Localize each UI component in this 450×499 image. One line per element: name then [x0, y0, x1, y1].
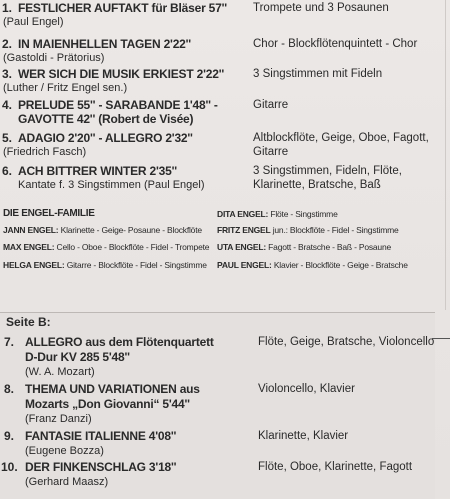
track-composer: (Gastoldi - Prätorius) — [3, 52, 105, 64]
family-member — [3, 242, 209, 252]
track-title-line2: Mozarts „Don Giovanni“ 5'44'' — [25, 397, 190, 411]
member-instruments: Flöte - Singstimme — [270, 209, 338, 219]
track-instruments: Flöte, Oboe, Klarinette, Fagott — [258, 461, 413, 473]
track-title: IN MAIENHELLEN TAGEN 2'22'' — [18, 37, 191, 51]
member-instruments: Klarinette - Geige- Posaune - Blockflöte — [60, 225, 202, 235]
divider-line — [432, 338, 450, 339]
track-composer: (Eugene Bozza) — [25, 445, 104, 457]
track-instruments-line2: Gitarre — [253, 146, 289, 158]
member-name: UTA ENGEL: — [217, 242, 266, 252]
track-title-line2: GAVOTTE 42'' (Robert de Visée) — [18, 112, 194, 126]
track-title: ALLEGRO aus dem Flötenquartett — [25, 335, 214, 349]
side-b-label: Seite B: — [6, 315, 51, 329]
track-number: 10. — [1, 460, 18, 474]
track-title: WER SICH DIE MUSIK ERKIEST 2'22'' — [18, 67, 224, 81]
family-member — [217, 242, 391, 252]
track-number: 4. — [2, 98, 13, 112]
track-instruments-line2: Klarinette, Bratsche, Baß — [253, 179, 381, 191]
family-heading: DIE ENGEL-FAMILIE — [3, 208, 95, 219]
track-composer: (W. A. Mozart) — [25, 366, 95, 378]
track-title-line2: D-Dur KV 285 5'48'' — [25, 350, 130, 364]
member-instruments: Fagott - Bratsche - Baß - Posaune — [268, 242, 392, 252]
track-number: 1. — [2, 1, 13, 15]
track-number: 2. — [2, 37, 13, 51]
track-title: DER FINKENSCHLAG 3'18'' — [25, 460, 177, 474]
track-title: FANTASIE ITALIENNE 4'08'' — [25, 429, 177, 443]
family-member — [3, 260, 207, 270]
track-instruments: 3 Singstimmen, Fideln, Flöte, — [253, 165, 402, 177]
track-instruments: Klarinette, Klavier — [258, 430, 349, 442]
member-instruments: Cello - Oboe - Blockflöte - Fidel - Trompete — [56, 242, 210, 252]
track-title: ADAGIO 2'20'' - ALLEGRO 2'32'' — [18, 131, 193, 145]
family-member — [217, 209, 338, 219]
track-title: ACH BITTRER WINTER 2'35'' — [18, 164, 177, 178]
track-composer: (Paul Engel) — [3, 16, 64, 28]
track-number: 9. — [4, 429, 15, 443]
track-composer: (Luther / Fritz Engel sen.) — [3, 82, 128, 94]
member-name: MAX ENGEL: — [3, 242, 55, 252]
track-number: 3. — [2, 67, 13, 81]
member-name: PAUL ENGEL: — [217, 260, 272, 270]
track-composer: (Gerhard Maasz) — [25, 476, 109, 488]
track-number: 8. — [4, 382, 15, 396]
member-instruments: Gitarre - Blockflöte - Fidel - Singstimme — [66, 260, 207, 270]
track-instruments: Altblockflöte, Geige, Oboe, Fagott, — [253, 132, 429, 144]
track-title: PRELUDE 55'' - SARABANDE 1'48'' - — [18, 98, 218, 112]
track-instruments: Trompete und 3 Posaunen — [253, 2, 389, 14]
member-name: JANN ENGEL: — [3, 225, 59, 235]
track-composer: Kantate f. 3 Singstimmen (Paul Engel) — [18, 179, 205, 191]
family-member — [3, 225, 202, 235]
member-name: HELGA ENGEL: — [3, 260, 65, 270]
member-instruments: jun.: Blockflöte - Fidel - Singstimme — [272, 225, 399, 235]
member-name: DITA ENGEL: — [217, 209, 269, 219]
track-composer: (Friedrich Fasch) — [3, 146, 87, 158]
track-instruments: Violoncello, Klavier — [258, 383, 355, 395]
family-member — [217, 225, 399, 235]
member-name: FRITZ ENGEL — [217, 225, 271, 235]
track-title: THEMA UND VARIATIONEN aus — [25, 382, 200, 396]
track-number: 7. — [4, 335, 15, 349]
family-member — [217, 260, 408, 270]
track-composer: (Franz Danzi) — [25, 413, 92, 425]
track-title: FESTLICHER AUFTAKT für Bläser 57'' — [18, 1, 227, 15]
track-instruments: 3 Singstimmen mit Fideln — [253, 68, 383, 80]
track-number: 6. — [2, 164, 13, 178]
member-instruments: Klavier - Blockflöte - Geige - Bratsche — [273, 260, 408, 270]
track-number: 5. — [2, 131, 13, 145]
track-instruments: Flöte, Geige, Bratsche, Violoncello — [258, 336, 435, 348]
track-instruments: Chor - Blockflötenquintett - Chor — [253, 38, 418, 50]
track-instruments: Gitarre — [253, 99, 289, 111]
